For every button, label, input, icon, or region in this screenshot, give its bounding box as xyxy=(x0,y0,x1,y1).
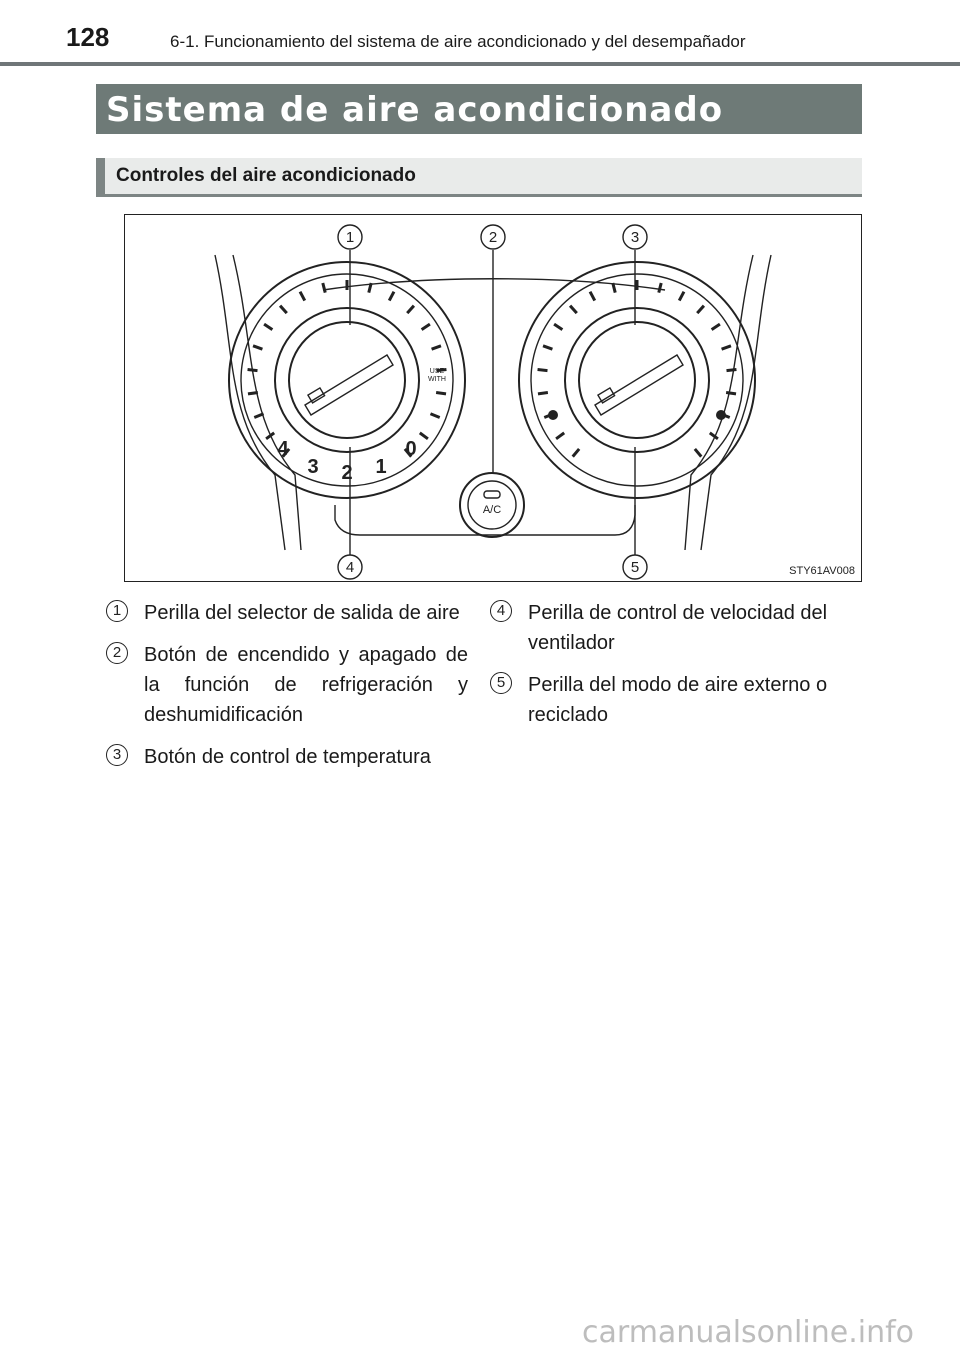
legend-item-4 xyxy=(490,598,860,658)
ac-controls-illustration xyxy=(124,214,862,582)
left-dial-tick xyxy=(280,306,287,313)
page-number: 128 xyxy=(66,22,110,52)
left-knob-pointer xyxy=(305,355,393,415)
left-dial-tick xyxy=(420,433,428,439)
legend-number-5: 5 xyxy=(490,672,512,694)
left-dial-tick xyxy=(254,414,263,418)
left-dial-tick xyxy=(300,292,305,301)
callout-label-5: 5 xyxy=(630,559,640,576)
recirc-indicator-dot-right xyxy=(716,410,726,420)
callout-label-3: 3 xyxy=(630,229,640,246)
right-dial-tick xyxy=(697,306,704,313)
legend-item-5 xyxy=(490,670,860,730)
subsection-accent xyxy=(96,158,105,194)
right-dial-tick xyxy=(726,393,736,394)
legend-right-column xyxy=(490,598,860,742)
legend-item-3 xyxy=(106,742,468,772)
panel-line-right-inner xyxy=(685,255,753,550)
left-dial-tick xyxy=(432,346,441,349)
legend-number-3: 3 xyxy=(106,744,128,766)
fan-speed-3: 3 xyxy=(307,456,319,478)
callout-label-4: 4 xyxy=(345,559,355,576)
legend-left-column xyxy=(106,598,468,784)
right-dial-tick xyxy=(712,324,720,330)
right-dial-tick xyxy=(590,292,595,301)
right-dial-tick xyxy=(679,292,684,301)
panel-line-right-outer xyxy=(701,255,771,550)
legend-text-3: Botón de control de temperatura xyxy=(144,746,431,768)
right-dial-tick xyxy=(556,433,564,439)
callout-label-1: 1 xyxy=(345,229,355,246)
left-dial-tick xyxy=(389,292,394,301)
fan-speed-4: 4 xyxy=(277,438,289,460)
left-dial-tick xyxy=(248,370,258,371)
right-knob-pointer xyxy=(595,355,683,415)
ac-button-label: A/C xyxy=(482,504,502,516)
running-header: 6-1. Funcionamiento del sistema de aire acondicionado y del desempañador xyxy=(170,32,746,51)
right-dial-tick xyxy=(722,346,731,349)
legend-number-2: 2 xyxy=(106,642,128,664)
legend-text-4: Perilla de control de velocidad del ventilador xyxy=(528,602,828,654)
left-dial-tick xyxy=(430,414,439,418)
ac-panel-drawing xyxy=(125,215,863,583)
subsection-title-bar xyxy=(96,158,862,197)
use-with-label-line2: WITH xyxy=(428,376,446,383)
left-dial-tick xyxy=(422,324,430,330)
section-title-bar xyxy=(96,84,862,134)
right-dial-tick xyxy=(659,283,661,293)
legend-text-5: Perilla del modo de aire externo o reciclado xyxy=(528,674,828,726)
section-title: Sistema de aire acondicionado xyxy=(106,90,724,130)
panel-line-left-outer xyxy=(215,255,285,550)
header-rule xyxy=(0,62,960,66)
right-dial-tick xyxy=(538,393,548,394)
ac-indicator xyxy=(484,491,500,498)
legend-text-2: Botón de encendido y apagado de la función de refrigeración y deshumidificación xyxy=(144,644,468,726)
left-dial-tick xyxy=(248,393,258,394)
legend-item-2 xyxy=(106,640,468,730)
recirc-indicator-dot-left xyxy=(548,410,558,420)
fan-speed-0: 0 xyxy=(405,438,417,460)
right-dial-tick xyxy=(554,324,562,330)
fan-speed-2: 2 xyxy=(341,462,353,484)
left-dial-tick xyxy=(264,324,272,330)
legend-number-1: 1 xyxy=(106,600,128,622)
right-dial-tick xyxy=(695,449,701,457)
left-dial-tick xyxy=(323,283,325,293)
left-dial-tick xyxy=(436,393,446,394)
right-dial-tick xyxy=(573,449,579,457)
figure-code: STY61AV008 xyxy=(789,565,855,577)
legend-text-1: Perilla del selector de salida de aire xyxy=(144,602,460,624)
right-dial-tick xyxy=(570,306,577,313)
left-dial-tick xyxy=(407,306,414,313)
left-dial-tick xyxy=(253,346,262,349)
legend-number-4: 4 xyxy=(490,600,512,622)
callout-label-2: 2 xyxy=(488,229,498,246)
subsection-title: Controles del aire acondicionado xyxy=(116,165,416,186)
watermark: carmanualsonline.info xyxy=(582,1315,914,1350)
right-dial-tick xyxy=(543,346,552,349)
fan-speed-1: 1 xyxy=(375,456,387,478)
use-with-label-line1: USE xyxy=(429,368,445,375)
legend-item-1 xyxy=(106,598,468,628)
right-dial-tick xyxy=(727,370,737,371)
right-dial-tick xyxy=(538,370,548,371)
